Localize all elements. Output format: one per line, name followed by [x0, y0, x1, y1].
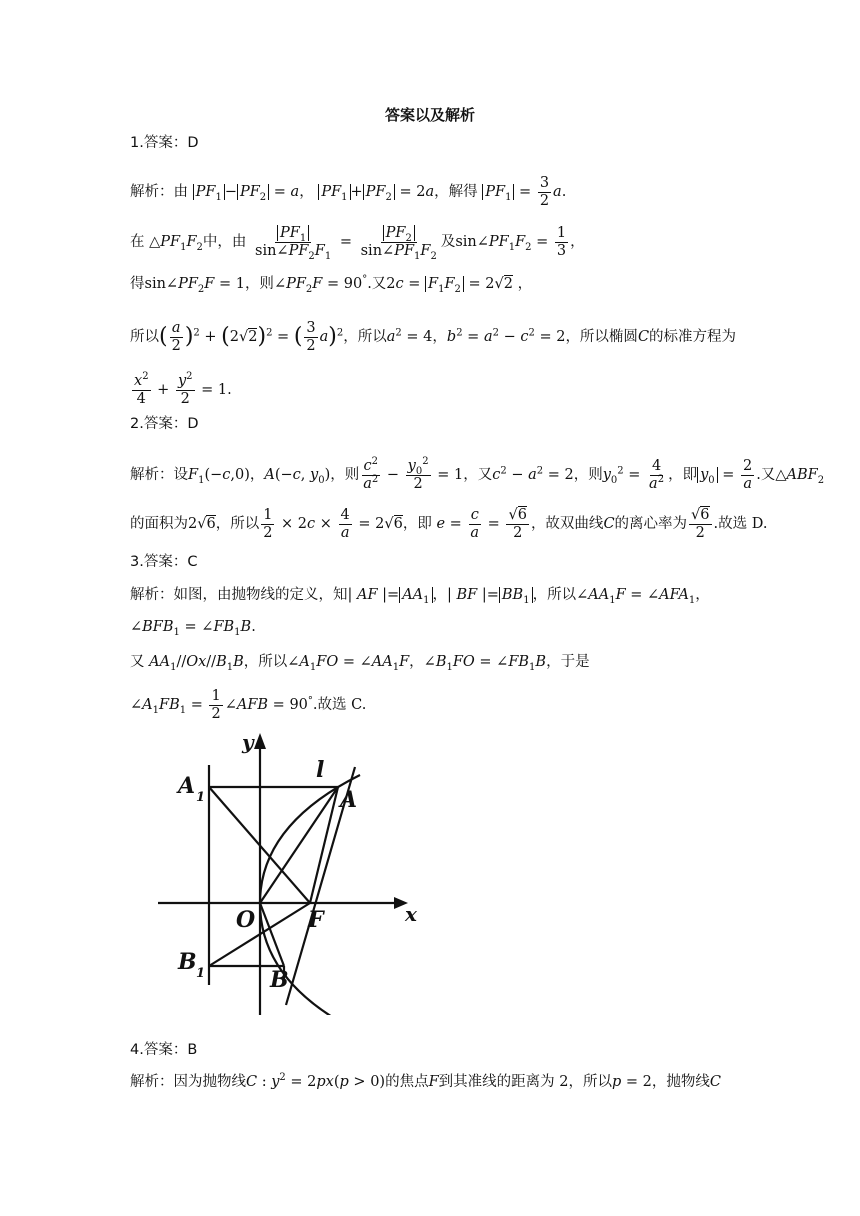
q1-line5: $\frac{x^2}{4}$ + $\frac{y^2}{2}$ = 1. [134, 371, 232, 407]
label-b1: B [178, 949, 197, 975]
q1-line4: 所以( $\frac{a}{2}$ )$^2 + (2√2)^2$ = ( $\frac{3}{2}$ a)$^2$，所以$a^2 = 4$，$b^2 = a^2 - c^2 = 2$，所以椭圆C的标准方程为 [130, 320, 737, 354]
q3-line4: $\angle A_1FB_1$ = $\frac{1}{2}$ ∠AFB = 90°.故选 C. [130, 688, 367, 722]
q1-line1: 解析：由 $PF_1 - PF_2 = a$， $PF_1 + PF_2 = 2a$，解得 $PF_1$ = $\frac{3}{2}$ a. [130, 175, 567, 209]
label-a1-sub: 1 [196, 790, 206, 805]
q1-answer: 1.答案：D [130, 135, 199, 151]
parabola-figure [150, 725, 420, 1015]
q4-answer: 4.答案：B [130, 1042, 198, 1058]
label-f: F [308, 907, 324, 933]
label-x: x [405, 902, 417, 926]
q3-line2: $\angle BFB_1$ = $\angle FB_1B$. [130, 619, 256, 638]
q3-line1: 解析：如图，由抛物线的定义，知| AF |= $AA_1$ ，| BF |= $BB_1$ ，所以$\angle AA_1F$ = $\angle AFA_1$， [130, 587, 710, 606]
label-b1-sub: 1 [196, 966, 206, 981]
q4-line1: 解析：因为抛物线C : $y^2 = 2px(p > 0)$的焦点F到其准线的距离为 2，所以p = 2，抛物线C [130, 1072, 721, 1090]
label-a1: A [178, 773, 196, 799]
q2-line2: 的面积为2√6，所以 $\frac{1}{2}$ × 2c × $\frac{4}{a}$ = 2√6，即 e = $\frac{c}{a}$ = $\frac{√6}{2}$ ，故双曲线C的离心率为 $\frac{√6}{2}$ .故选 D. [130, 507, 768, 541]
q3-answer: 3.答案：C [130, 554, 198, 570]
q3-line3: 又 $AA_1//Ox//B_1B$，所以$\angle A_1FO$ = $\angle AA_1F$，$\angle B_1FO$ = $\angle FB_1B$，于是 [130, 654, 590, 673]
label-o: O [236, 907, 256, 933]
label-a: A [340, 787, 358, 813]
page-title: 答案以及解析 [384, 106, 475, 124]
label-l: l [316, 757, 325, 783]
label-y: y [242, 730, 254, 754]
label-b: B [270, 967, 289, 993]
q1-line2: 在 $\triangle PF_1F_2$中，由 $\frac{PF_1}{\sin\angle PF_2F_1}$ = $\frac{PF_2}{\sin\angle PF_1F_2}$ 及$\sin\angle PF_1F_2$ = $\frac{1}{3}$ ， [130, 225, 585, 262]
q2-answer: 2.答案：D [130, 416, 199, 432]
q2-line1: 解析：设$F_1(-c,0)$，A(−c, $y_0$)，则 $\frac{c^2}{a^2}$ − $\frac{y_0^2}{2}$ = 1，又$c^2 - a^2 = 2$，则$y_0^2$ = $\frac{4}{a^2}$ ，即 $y_0$ = $\frac{2}{a}$ .又$\triangle ABF_2$ [130, 456, 825, 492]
q1-line3: 得$\sin\angle PF_2F = 1$，则$\angle PF_2F = 90^\circ$.又$2c = F_1F_2 = 2√2$ ， [130, 274, 533, 295]
